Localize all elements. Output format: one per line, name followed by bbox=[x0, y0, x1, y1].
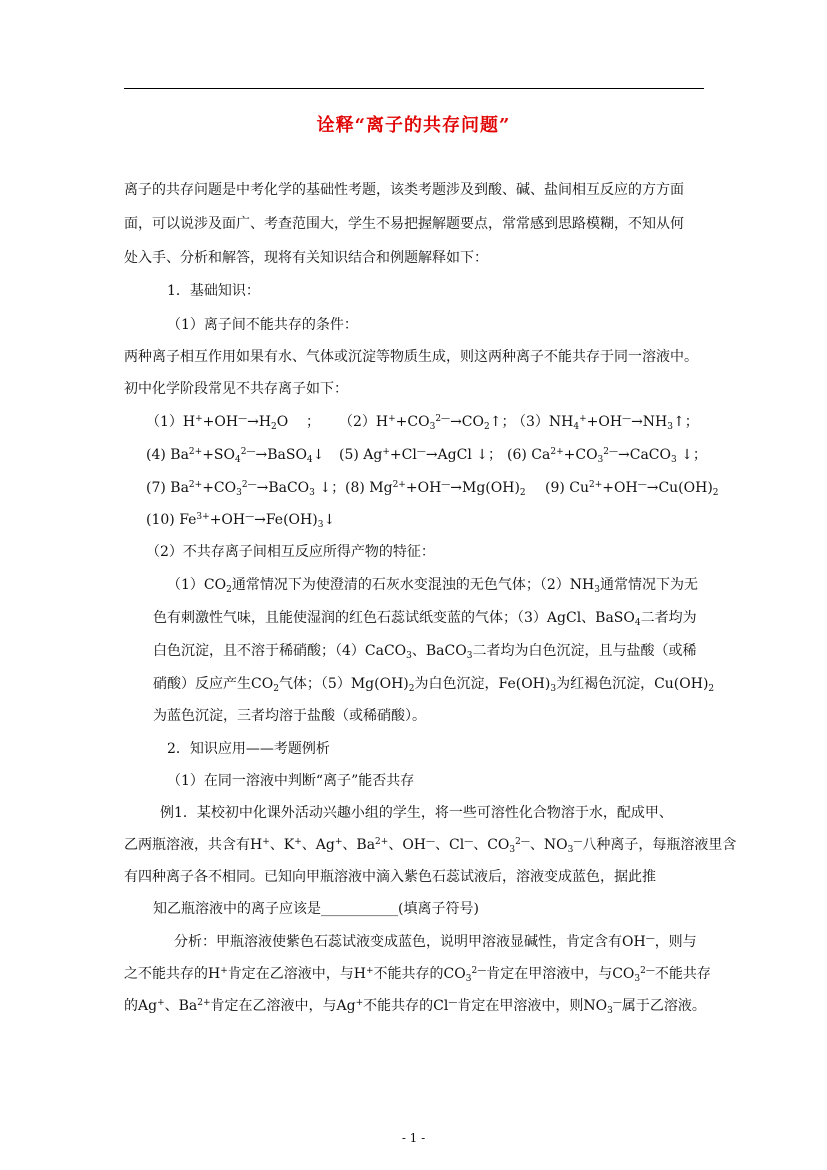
reaction-9: (9) $Cu^{2+}+OH^—\to Cu(OH)_2$ bbox=[545, 480, 719, 498]
section-heading-basics: 1．基础知识： bbox=[167, 283, 260, 299]
features-line-1: $(1)CO_2$通常情况下为使澄清的石灰水变混浊的无色气体；$(2)NH_3$通常情况下为无 bbox=[167, 577, 698, 595]
features-line-4: 硝酸）反应产生$CO_2$气体；$(5)Mg(OH)_2$为白色沉淀，$Fe(OH)_3$为红褐色沉淀，$Cu(OH)_2$ bbox=[153, 676, 715, 694]
intro-line-2: 面，可以说涉及面广、考查范围大，学生不易把握解题要点，常常感到思路模糊，不知从何 bbox=[124, 216, 684, 232]
example-line-3: 有四种离子各不相同。已知向甲瓶溶液中滴入紫色石蕊试液后，溶液变成蓝色，据此推 bbox=[124, 869, 656, 885]
reaction-5: (5) Ag++Cl—→AgCl ↓； bbox=[339, 447, 503, 463]
example-line-2: 乙两瓶溶液，共含有H+、K+、Ag+、$Ba^{2+}$、OH—、Cl—、$CO_3^{2—}$、$NO_3^—$八种离子，每瓶溶液里含 bbox=[124, 837, 737, 855]
features-line-5: 为蓝色沉淀，三者均溶于盐酸（或稀硝酸）。 bbox=[153, 708, 426, 724]
reaction-1: $(1)H^++OH^—\to H_2O$ ； bbox=[146, 414, 321, 432]
example-line-4: 知乙瓶溶液中的离子应该是___________(填离子符号) bbox=[153, 901, 479, 917]
reaction-10: (10) $Fe^{3+}+OH^—\to Fe(OH)_3↓$ bbox=[146, 512, 336, 530]
subheading-ion-coexistence: （1）在同一溶液中判断“离子”能否共存 bbox=[167, 773, 415, 789]
reaction-7: (7) $Ba^{2+}+CO_3^{2—}\to BaCO_3$ ↓； bbox=[146, 480, 346, 498]
analysis-line-1: 分析：甲瓶溶液使紫色石蕊试液变成蓝色，说明甲溶液显碱性，肯定含有OH—，则与 bbox=[174, 934, 697, 950]
analysis-line-3: 的Ag+、$Ba^{2+}$肯定在乙溶液中，与Ag+不能共存的Cl—肯定在甲溶液中，则$NO_3^—$属于乙溶液。 bbox=[124, 998, 706, 1016]
features-line-3: 白色沉淀，且不溶于稀硝酸；（4）CaCO$_3$、BaCO$_3$二者均为白色沉淀，且与盐酸（或稀 bbox=[153, 643, 697, 661]
page-number: - 1 - bbox=[401, 1131, 426, 1145]
reaction-2: $(2)H^++CO_3^{2—}\to CO_2↑$； bbox=[339, 414, 516, 432]
section-heading-application: 2．知识应用——考题例析 bbox=[167, 741, 330, 757]
reaction-3: $(3)NH_4^++OH^—\to NH_3↑$； bbox=[512, 414, 699, 432]
features-line-2: 色有刺激性气味，且能使湿润的红色石蕊试纸变蓝的气体；（3）AgCl、BaSO$_4$二者均为 bbox=[153, 610, 697, 628]
reaction-4: (4) $Ba^{2+}+SO_4^{2—}\to BaSO_4↓$ bbox=[146, 447, 325, 465]
subheading-product-features: （2）不共存离子间相互反应所得产物的特征： bbox=[146, 544, 435, 560]
example-line-1: 例1．某校初中化课外活动兴趣小组的学生，将一些可溶性化合物溶于水，配成甲、 bbox=[160, 805, 673, 821]
subheading-conditions: （1）离子间不能共存的条件： bbox=[167, 317, 358, 333]
reaction-6: (6) $Ca^{2+}+CO_3^{2—}\to CaCO_3$ ↓； bbox=[507, 447, 707, 465]
document-title: 诠释“离子的共存问题” bbox=[316, 115, 511, 136]
condition-text: 两种离子相互作用如果有水、气体或沉淀等物质生成，则这两种离子不能共存于同一溶液中。 bbox=[124, 349, 698, 365]
intro-line-1: 离子的共存问题是中考化学的基础性考题，该类考题涉及到酸、碱、盐间相互反应的方方面 bbox=[124, 182, 684, 198]
intro-line-3: 处入手、分析和解答，现将有关知识结合和例题解释如下： bbox=[124, 250, 488, 266]
reaction-8: (8) $Mg^{2+}+OH^—\to Mg(OH)_2$ bbox=[345, 480, 526, 498]
analysis-line-2: 之不能共存的H+肯定在乙溶液中，与H+不能共存的$CO_3^{2—}$肯定在甲溶液中，与$CO_3^{2—}$不能共存 bbox=[124, 966, 711, 984]
header-rule bbox=[124, 88, 704, 89]
condition-text-2: 初中化学阶段常见不共存离子如下： bbox=[124, 381, 348, 397]
